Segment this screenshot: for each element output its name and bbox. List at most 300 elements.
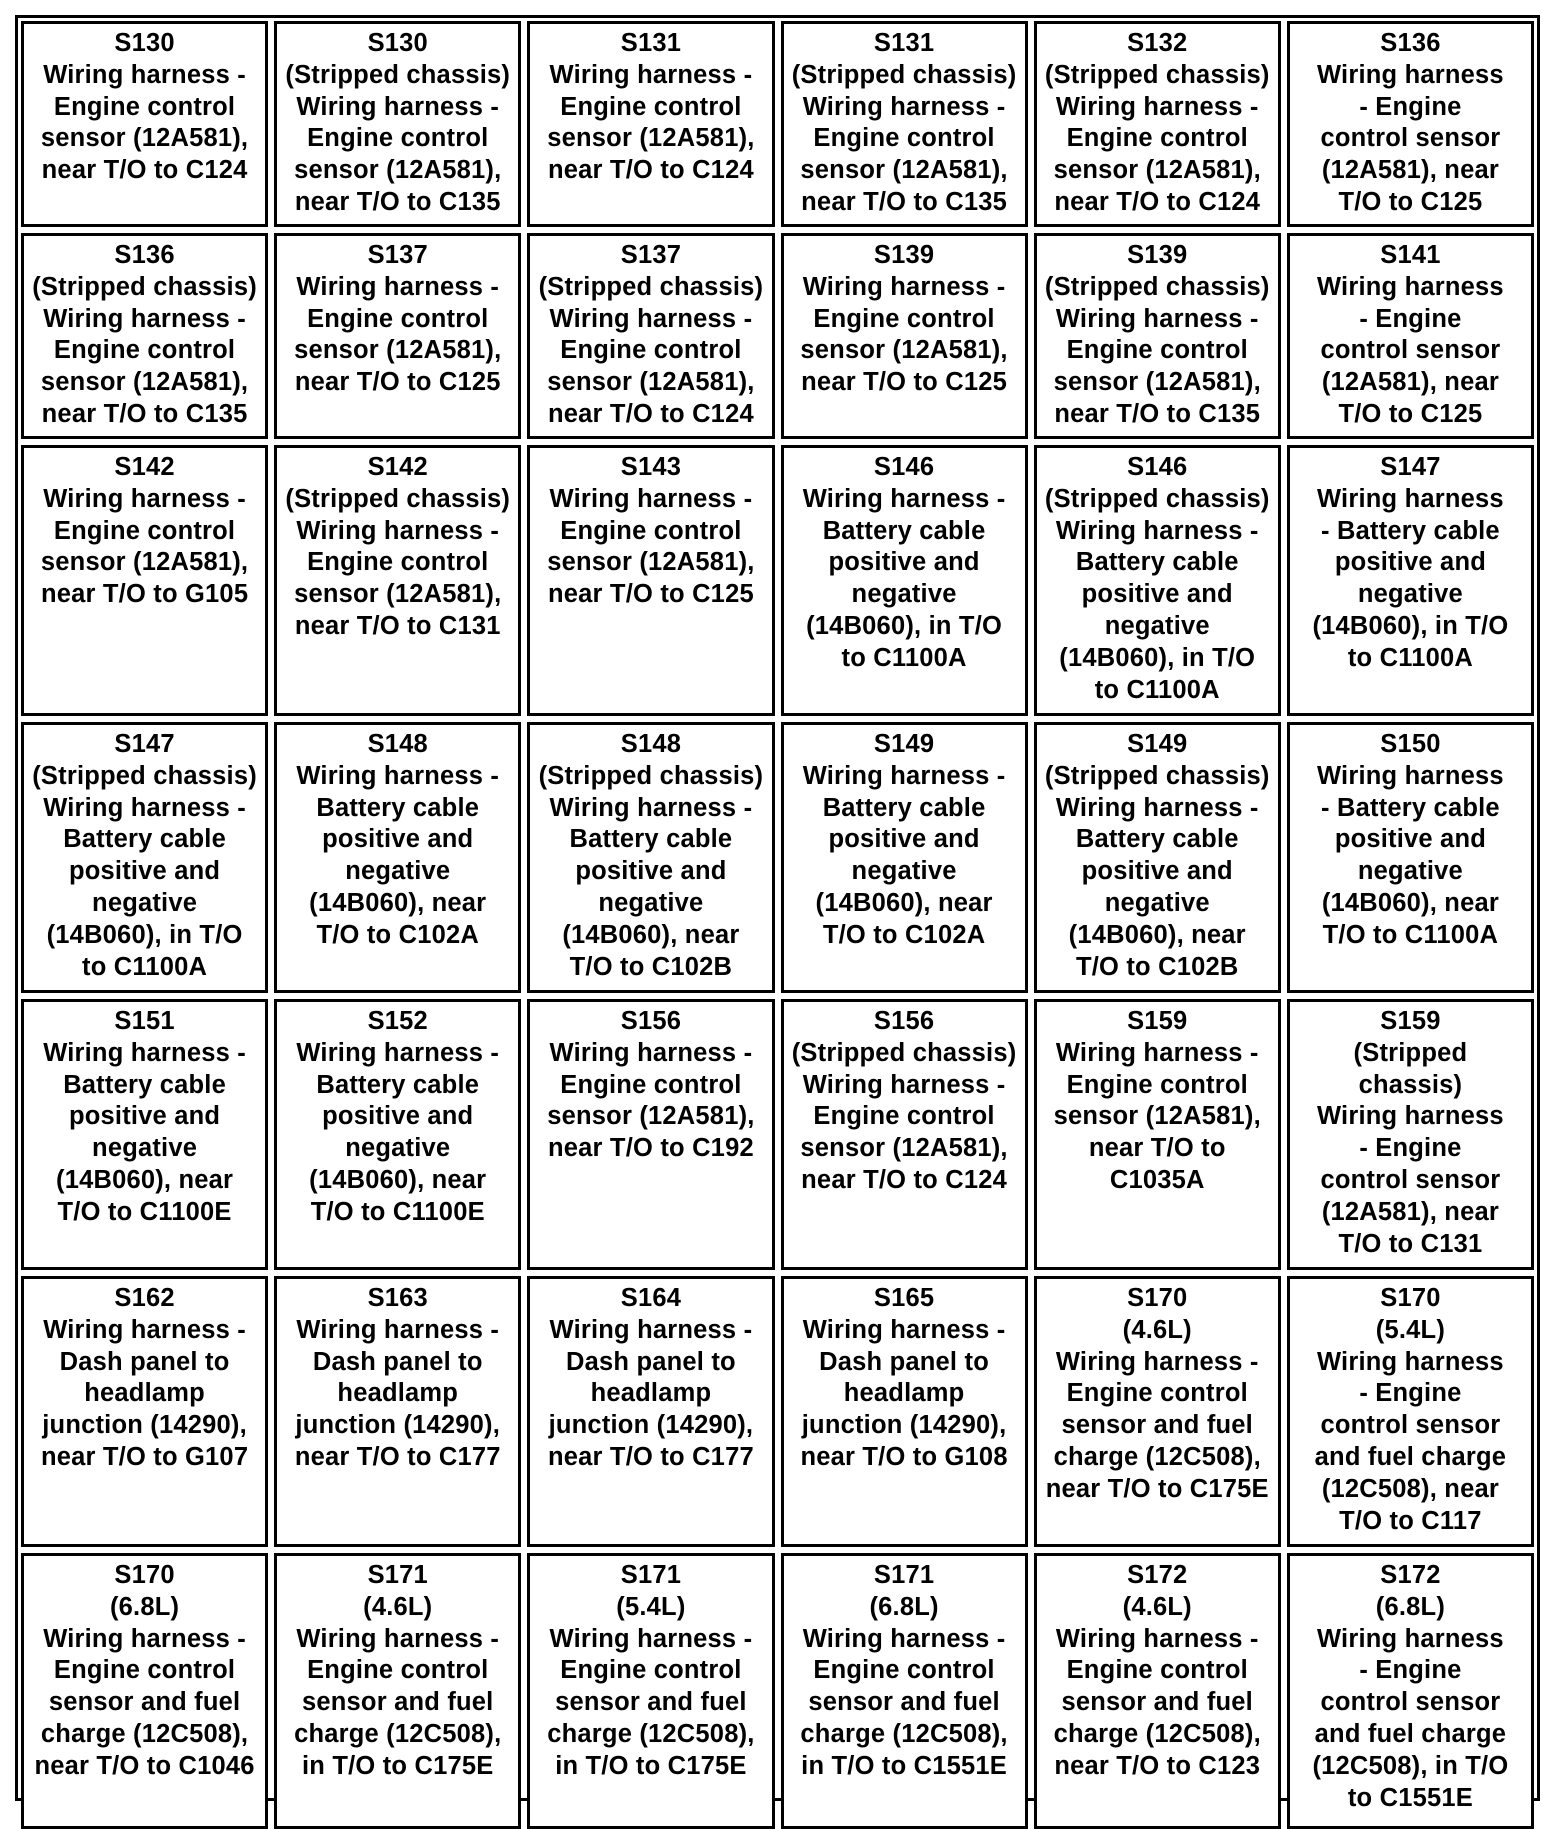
table-cell xyxy=(274,1553,521,1829)
splice-description-line: (Stripped chassis) xyxy=(791,60,1017,89)
splice-description-line: sensor (12A581), xyxy=(294,336,502,365)
table-cell xyxy=(1287,722,1534,993)
table-cell xyxy=(21,21,268,227)
splice-description-line: sensor and fuel xyxy=(555,1688,747,1717)
table-cell xyxy=(781,1553,1028,1829)
splice-description-line: Engine control xyxy=(1066,1656,1248,1685)
splice-id: S149 xyxy=(1127,730,1188,758)
table-cell xyxy=(274,1276,521,1547)
splice-id: S146 xyxy=(873,453,935,481)
splice-description-line: Wiring harness - xyxy=(549,1624,753,1653)
splice-description-line: T/O to C125 xyxy=(1338,187,1483,216)
splice-description-line: T/O to C1100E xyxy=(310,1197,485,1226)
splice-id: S149 xyxy=(873,730,935,758)
splice-description-line: Battery cable xyxy=(1075,825,1239,854)
splice-description-line: Engine control xyxy=(1066,124,1248,153)
splice-table xyxy=(21,21,1534,1812)
splice-description-line: sensor (12A581), xyxy=(547,548,755,577)
splice-description-line: (14B060), near xyxy=(309,1165,487,1194)
splice-description-line: to C1100A xyxy=(1094,675,1220,704)
splice-description-line: Engine control xyxy=(53,336,236,365)
splice-description-line: (14B060), near xyxy=(562,920,740,949)
splice-id: S170 xyxy=(1380,1284,1441,1312)
splice-description-line: Dash panel to xyxy=(59,1347,230,1376)
splice-description-line: negative xyxy=(598,888,704,917)
splice-description-line: sensor (12A581), xyxy=(1053,1102,1261,1131)
table-cell xyxy=(274,999,521,1270)
splice-description-line: (Stripped chassis) xyxy=(32,761,257,790)
splice-id: S136 xyxy=(114,241,175,269)
splice-description-line: Engine control xyxy=(53,92,236,121)
splice-description-line: control sensor xyxy=(1320,124,1501,153)
splice-description-line: Wiring harness - xyxy=(296,1038,500,1067)
splice-description-line: Wiring harness - xyxy=(1055,92,1259,121)
splice-description-line: (5.4L) xyxy=(1375,1315,1446,1344)
splice-id: S163 xyxy=(367,1284,428,1312)
splice-description-line: (Stripped chassis) xyxy=(1044,761,1270,790)
splice-description-line: Engine control xyxy=(560,516,742,545)
splice-id: S164 xyxy=(620,1284,682,1312)
table-cell xyxy=(1287,445,1534,716)
splice-id: S142 xyxy=(114,453,175,481)
splice-description-line: Wiring harness - xyxy=(43,1624,246,1653)
table-cell xyxy=(527,722,774,993)
splice-id: S170 xyxy=(1127,1284,1188,1312)
splice-description-line: Wiring harness - xyxy=(549,304,753,333)
splice-description-line: T/O to C117 xyxy=(1339,1506,1482,1535)
splice-id: S136 xyxy=(1380,29,1441,57)
splice-description-line: Wiring harness - xyxy=(43,60,246,89)
table-cell xyxy=(781,722,1028,993)
splice-description-line: Wiring harness xyxy=(1317,484,1504,513)
splice-description-line: Battery cable xyxy=(822,793,986,822)
table-cell xyxy=(527,445,774,716)
splice-description-line: Engine control xyxy=(1066,1379,1248,1408)
table-cell xyxy=(1034,999,1281,1270)
splice-description-line: Wiring harness - xyxy=(802,92,1006,121)
splice-id: S159 xyxy=(1380,1007,1441,1035)
splice-description-line: (6.8L) xyxy=(1375,1592,1446,1621)
table-cell xyxy=(781,999,1028,1270)
splice-description-line: positive and xyxy=(828,548,980,577)
splice-description-line: T/O to C102A xyxy=(316,920,479,949)
splice-description-line: Wiring harness - xyxy=(802,761,1006,790)
splice-description-line: (4.6L) xyxy=(1122,1315,1192,1344)
splice-description-line: - Engine xyxy=(1359,1134,1462,1163)
splice-description-line: Engine control xyxy=(307,1656,489,1685)
splice-description-line: sensor (12A581), xyxy=(40,548,249,577)
table-cell xyxy=(1034,233,1281,439)
splice-description-line: near T/O to xyxy=(1088,1134,1226,1163)
splice-description-line: in T/O to C175E xyxy=(555,1751,747,1780)
splice-description-line: Wiring harness - xyxy=(1055,1347,1259,1376)
splice-description-line: Wiring harness xyxy=(1317,272,1504,301)
splice-description-line: near T/O to C135 xyxy=(294,187,501,216)
splice-description-line: headlamp xyxy=(590,1379,712,1408)
splice-description-line: Wiring harness - xyxy=(296,761,500,790)
splice-description-line: Wiring harness - xyxy=(802,484,1006,513)
table-cell xyxy=(781,445,1028,716)
splice-description-line: positive and xyxy=(68,1102,221,1131)
table-cell xyxy=(274,722,521,993)
splice-id: S139 xyxy=(1127,241,1188,269)
splice-description-line: Wiring harness - xyxy=(43,1038,246,1067)
splice-description-line: near T/O to G105 xyxy=(40,580,249,609)
table-cell xyxy=(1287,1276,1534,1547)
splice-description-line: (Stripped chassis) xyxy=(1044,484,1270,513)
table-cell xyxy=(527,233,774,439)
splice-description-line: Battery cable xyxy=(63,825,226,854)
splice-description-line: T/O to C1100E xyxy=(57,1197,232,1226)
splice-description-line: (Stripped chassis) xyxy=(32,272,257,301)
splice-table-frame xyxy=(15,15,1540,1812)
splice-description-line: near T/O to C135 xyxy=(1054,399,1261,428)
splice-id: S162 xyxy=(114,1284,175,1312)
splice-description-line: Battery cable xyxy=(316,1070,480,1099)
table-cell xyxy=(274,445,521,716)
splice-description-line: (12A581), near xyxy=(1321,368,1499,397)
splice-description-line: near T/O to C125 xyxy=(294,368,501,397)
splice-description-line: junction (14290), xyxy=(548,1411,754,1440)
splice-description-line: near T/O to C192 xyxy=(547,1134,754,1163)
splice-description-line: Engine control xyxy=(813,1656,995,1685)
splice-id: S170 xyxy=(114,1561,175,1589)
splice-description-line: T/O to C102B xyxy=(1075,952,1239,981)
splice-description-line: negative xyxy=(92,888,198,917)
splice-description-line: Wiring harness - xyxy=(1055,1624,1259,1653)
splice-description-line: positive and xyxy=(575,857,727,886)
table-cell xyxy=(527,21,774,227)
splice-description-line: negative xyxy=(1357,857,1463,886)
splice-id: S159 xyxy=(1127,1007,1188,1035)
splice-description-line: sensor (12A581), xyxy=(294,156,502,185)
splice-description-line: (6.8L) xyxy=(109,1592,180,1621)
splice-description-line: sensor (12A581), xyxy=(547,124,755,153)
splice-description-line: Dash panel to xyxy=(819,1347,989,1376)
splice-description-line: (14B060), in T/O xyxy=(806,611,1003,640)
table-cell xyxy=(1034,722,1281,993)
splice-description-line: Wiring harness - xyxy=(802,272,1006,301)
splice-description-line: (Stripped chassis) xyxy=(285,60,511,89)
splice-description-line: (14B060), near xyxy=(1068,920,1246,949)
table-cell xyxy=(1287,999,1534,1270)
splice-description-line: (14B060), near xyxy=(1321,888,1499,917)
splice-description-line: sensor (12A581), xyxy=(547,368,755,397)
splice-description-line: Wiring harness - xyxy=(296,1624,500,1653)
splice-description-line: T/O to C102B xyxy=(569,952,733,981)
splice-description-line: Wiring harness - xyxy=(549,60,753,89)
splice-description-line: near T/O to C124 xyxy=(547,399,754,428)
splice-description-line: sensor and fuel xyxy=(808,1688,1000,1717)
splice-description-line: (14B060), near xyxy=(815,888,993,917)
splice-description-line: charge (12C508), xyxy=(40,1719,249,1748)
table-cell xyxy=(274,21,521,227)
splice-description-line: and fuel charge xyxy=(1314,1719,1507,1748)
splice-description-line: Wiring harness - xyxy=(802,1624,1006,1653)
splice-description-line: charge (12C508), xyxy=(1053,1719,1261,1748)
splice-description-line: sensor (12A581), xyxy=(1053,156,1261,185)
splice-description-line: - Engine xyxy=(1359,1379,1462,1408)
splice-description-line: Wiring harness - xyxy=(802,1070,1006,1099)
splice-description-line: near T/O to C123 xyxy=(1054,1751,1261,1780)
splice-description-line: sensor and fuel xyxy=(1061,1688,1253,1717)
splice-description-line: positive and xyxy=(1081,580,1233,609)
splice-description-line: near T/O to C1046 xyxy=(34,1751,255,1780)
splice-description-line: (12A581), near xyxy=(1321,1197,1499,1226)
splice-id: S143 xyxy=(620,453,682,481)
table-cell xyxy=(1287,1553,1534,1829)
table-cell xyxy=(21,1553,268,1829)
splice-description-line: positive and xyxy=(828,825,980,854)
splice-description-line: negative xyxy=(92,1134,198,1163)
splice-description-line: near T/O to C125 xyxy=(547,580,754,609)
splice-description-line: Engine control xyxy=(53,1656,236,1685)
splice-description-line: near T/O to C177 xyxy=(547,1442,754,1471)
splice-description-line: Engine control xyxy=(560,336,742,365)
table-cell xyxy=(527,1553,774,1829)
splice-description-line: Engine control xyxy=(307,304,489,333)
splice-id: S150 xyxy=(1380,730,1441,758)
splice-description-line: near T/O to G108 xyxy=(800,1442,1008,1471)
splice-description-line: (Stripped chassis) xyxy=(1044,60,1270,89)
splice-description-line: near T/O to C124 xyxy=(1054,187,1261,216)
splice-id: S137 xyxy=(367,241,428,269)
table-cell xyxy=(1034,1553,1281,1829)
splice-description-line: Engine control xyxy=(307,124,489,153)
splice-description-line: (4.6L) xyxy=(363,1592,433,1621)
splice-description-line: sensor (12A581), xyxy=(294,580,502,609)
splice-description-line: positive and xyxy=(1081,857,1233,886)
splice-description-line: Wiring harness - xyxy=(1055,1038,1259,1067)
splice-description-line: control sensor xyxy=(1320,1165,1501,1194)
splice-description-line: Wiring harness - xyxy=(43,484,246,513)
splice-description-line: Dash panel to xyxy=(312,1347,483,1376)
splice-description-line: to C1100A xyxy=(1347,643,1473,672)
table-cell xyxy=(274,233,521,439)
table-cell xyxy=(21,1276,268,1547)
splice-description-line: negative xyxy=(1104,611,1210,640)
splice-description-line: junction (14290), xyxy=(801,1411,1007,1440)
splice-description-line: near T/O to G107 xyxy=(40,1442,249,1471)
splice-description-line: Wiring harness - xyxy=(43,304,246,333)
splice-description-line: (12A581), near xyxy=(1321,156,1499,185)
splice-description-line: charge (12C508), xyxy=(800,1719,1008,1748)
splice-description-line: (4.6L) xyxy=(1122,1592,1192,1621)
splice-id: S147 xyxy=(114,730,175,758)
splice-description-line: Engine control xyxy=(1066,1070,1248,1099)
splice-description-line: headlamp xyxy=(843,1379,965,1408)
splice-description-line: (Stripped chassis) xyxy=(538,761,764,790)
splice-description-line: Battery cable xyxy=(316,793,480,822)
splice-id: S131 xyxy=(620,29,682,57)
splice-description-line: Wiring harness xyxy=(1317,1624,1504,1653)
splice-id: S141 xyxy=(1380,241,1441,269)
splice-description-line: Wiring harness - xyxy=(549,484,753,513)
splice-description-line: T/O to C131 xyxy=(1338,1229,1483,1258)
splice-description-line: negative xyxy=(1357,580,1463,609)
splice-description-line: and fuel charge xyxy=(1314,1442,1507,1471)
splice-description-line: control sensor xyxy=(1320,1411,1501,1440)
table-cell xyxy=(781,1276,1028,1547)
splice-id: S171 xyxy=(620,1561,682,1589)
splice-description-line: (Stripped xyxy=(1353,1038,1468,1067)
splice-description-line: negative xyxy=(345,1134,451,1163)
splice-description-line: near T/O to C125 xyxy=(801,368,1007,397)
splice-description-line: Dash panel to xyxy=(566,1347,736,1376)
splice-description-line: Engine control xyxy=(813,304,995,333)
splice-description-line: chassis) xyxy=(1358,1070,1463,1099)
splice-id: S172 xyxy=(1127,1561,1188,1589)
splice-description-line: Engine control xyxy=(560,92,742,121)
splice-description-line: sensor and fuel xyxy=(302,1688,494,1717)
splice-description-line: negative xyxy=(851,857,957,886)
splice-description-line: near T/O to C124 xyxy=(41,156,248,185)
splice-description-line: near T/O to C124 xyxy=(547,156,754,185)
splice-id: S171 xyxy=(873,1561,935,1589)
splice-id: S156 xyxy=(620,1007,682,1035)
splice-description-line: near T/O to C124 xyxy=(801,1165,1007,1194)
splice-description-line: Wiring harness xyxy=(1317,761,1504,790)
splice-description-line: near T/O to C131 xyxy=(294,611,501,640)
table-cell xyxy=(21,445,268,716)
splice-description-line: Battery cable xyxy=(822,516,986,545)
splice-description-line: to C1100A xyxy=(82,952,208,981)
splice-description-line: (Stripped chassis) xyxy=(1044,272,1270,301)
splice-description-line: headlamp xyxy=(84,1379,205,1408)
splice-description-line: Wiring harness - xyxy=(43,1315,246,1344)
splice-description-line: charge (12C508), xyxy=(547,1719,755,1748)
splice-description-line: negative xyxy=(345,857,451,886)
splice-description-line: (5.4L) xyxy=(616,1592,686,1621)
splice-description-line: Wiring harness - xyxy=(1055,304,1259,333)
splice-description-line: Wiring harness - xyxy=(296,92,500,121)
splice-description-line: (14B060), in T/O xyxy=(1059,643,1256,672)
splice-description-line: T/O to C102A xyxy=(822,920,986,949)
splice-description-line: Wiring harness - xyxy=(1055,516,1259,545)
splice-description-line: Wiring harness - xyxy=(296,516,500,545)
splice-id: S152 xyxy=(367,1007,428,1035)
splice-description-line: Wiring harness xyxy=(1317,1347,1504,1376)
splice-description-line: positive and xyxy=(322,1102,474,1131)
splice-description-line: near T/O to C135 xyxy=(801,187,1007,216)
splice-description-line: T/O to C1100A xyxy=(1322,920,1499,949)
splice-description-line: (12C508), near xyxy=(1321,1474,1499,1503)
splice-description-line: control sensor xyxy=(1320,336,1501,365)
splice-description-line: (14B060), in T/O xyxy=(1312,611,1509,640)
splice-description-line: Engine control xyxy=(1066,336,1248,365)
splice-description-line: Engine control xyxy=(560,1070,742,1099)
splice-description-line: sensor and fuel xyxy=(48,1688,241,1717)
splice-description-line: Wiring harness - xyxy=(296,1315,500,1344)
splice-id: S171 xyxy=(367,1561,428,1589)
splice-description-line: Wiring harness - xyxy=(549,1315,753,1344)
splice-description-line: negative xyxy=(851,580,957,609)
splice-description-line: T/O to C125 xyxy=(1338,399,1483,428)
splice-description-line: to C1551E xyxy=(1347,1783,1473,1812)
splice-description-line: sensor (12A581), xyxy=(800,156,1008,185)
splice-id: S146 xyxy=(1127,453,1188,481)
splice-description-line: charge (12C508), xyxy=(1053,1442,1261,1471)
splice-id: S130 xyxy=(367,29,428,57)
splice-description-line: headlamp xyxy=(337,1379,459,1408)
table-cell xyxy=(1034,445,1281,716)
splice-description-line: C1035A xyxy=(1109,1165,1205,1194)
splice-description-line: Wiring harness xyxy=(1317,1102,1504,1131)
table-cell xyxy=(21,233,268,439)
splice-description-line: Engine control xyxy=(813,124,995,153)
table-cell xyxy=(1034,21,1281,227)
splice-description-line: (14B060), near xyxy=(309,888,487,917)
splice-id: S142 xyxy=(367,453,428,481)
splice-description-line: (14B060), in T/O xyxy=(46,920,243,949)
splice-description-line: junction (14290), xyxy=(295,1411,501,1440)
splice-description-line: sensor (12A581), xyxy=(547,1102,755,1131)
splice-description-line: positive and xyxy=(322,825,474,854)
splice-id: S148 xyxy=(367,730,428,758)
splice-description-line: near T/O to C135 xyxy=(41,399,248,428)
splice-description-line: negative xyxy=(1104,888,1210,917)
splice-id: S132 xyxy=(1127,29,1188,57)
splice-description-line: Engine control xyxy=(307,548,489,577)
splice-description-line: Battery cable xyxy=(63,1070,226,1099)
splice-description-line: - Battery cable xyxy=(1321,516,1500,545)
splice-description-line: (12C508), in T/O xyxy=(1312,1751,1509,1780)
splice-id: S172 xyxy=(1380,1561,1441,1589)
table-cell xyxy=(1034,1276,1281,1547)
splice-description-line: (6.8L) xyxy=(869,1592,939,1621)
splice-id: S156 xyxy=(873,1007,935,1035)
splice-description-line: Wiring harness - xyxy=(296,272,500,301)
splice-description-line: Engine control xyxy=(560,1656,742,1685)
table-cell xyxy=(527,1276,774,1547)
table-cell xyxy=(527,999,774,1270)
splice-description-line: Wiring harness - xyxy=(1055,793,1259,822)
splice-description-line: junction (14290), xyxy=(42,1411,247,1440)
splice-description-line: near T/O to C175E xyxy=(1045,1474,1269,1503)
splice-description-line: positive and xyxy=(68,857,221,886)
splice-description-line: in T/O to C175E xyxy=(302,1751,494,1780)
splice-description-line: to C1100A xyxy=(841,643,967,672)
table-cell xyxy=(1287,233,1534,439)
splice-description-line: Battery cable xyxy=(1075,548,1239,577)
splice-description-line: positive and xyxy=(1334,548,1486,577)
splice-id: S131 xyxy=(873,29,935,57)
splice-description-line: Wiring harness - xyxy=(43,793,246,822)
splice-id: S165 xyxy=(873,1284,935,1312)
splice-description-line: (Stripped chassis) xyxy=(285,484,511,513)
splice-id: S151 xyxy=(114,1007,175,1035)
splice-description-line: near T/O to C177 xyxy=(294,1442,501,1471)
splice-description-line: (Stripped chassis) xyxy=(538,272,764,301)
splice-description-line: - Engine xyxy=(1359,92,1462,121)
splice-description-line: - Engine xyxy=(1359,304,1462,333)
table-cell xyxy=(781,21,1028,227)
splice-description-line: Wiring harness xyxy=(1317,60,1504,89)
splice-description-line: Engine control xyxy=(813,1102,995,1131)
splice-id: S148 xyxy=(620,730,682,758)
splice-description-line: Wiring harness - xyxy=(802,1315,1006,1344)
splice-description-line: (14B060), near xyxy=(56,1165,234,1194)
splice-description-line: charge (12C508), xyxy=(294,1719,502,1748)
splice-description-line: Wiring harness - xyxy=(549,1038,753,1067)
splice-id: S137 xyxy=(620,241,682,269)
splice-id: S147 xyxy=(1380,453,1441,481)
splice-description-line: sensor (12A581), xyxy=(40,368,249,397)
splice-description-line: positive and xyxy=(1334,825,1486,854)
splice-description-line: sensor (12A581), xyxy=(800,336,1008,365)
splice-description-line: control sensor xyxy=(1320,1688,1501,1717)
splice-description-line: sensor (12A581), xyxy=(800,1134,1008,1163)
